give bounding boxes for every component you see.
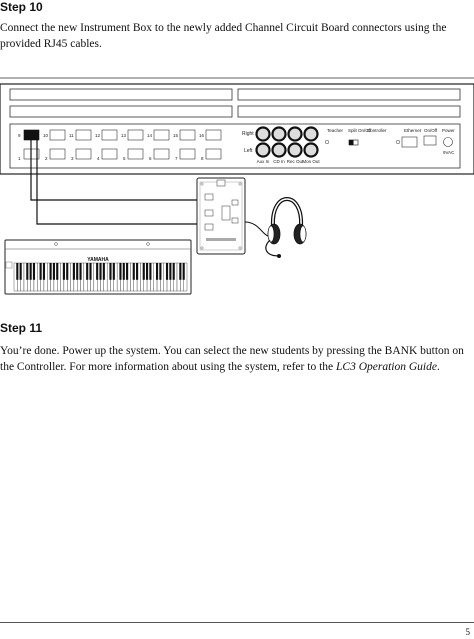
black-key bbox=[73, 263, 75, 280]
channel-9-connector-filled bbox=[24, 130, 39, 140]
controller-label: Controller bbox=[367, 128, 387, 133]
led-icon bbox=[396, 140, 400, 144]
channel-label: 9 bbox=[18, 133, 21, 138]
black-key bbox=[183, 263, 185, 280]
black-key bbox=[169, 263, 171, 280]
channel-label: 12 bbox=[95, 133, 101, 138]
channel-2-connector bbox=[50, 149, 65, 159]
channel-label: 6 bbox=[149, 156, 152, 161]
channel-12-connector bbox=[102, 130, 117, 140]
blank-panel-3 bbox=[10, 106, 232, 117]
channel-label: 7 bbox=[175, 156, 178, 161]
black-key bbox=[16, 263, 18, 280]
split-switch bbox=[349, 140, 358, 145]
connection-diagram bbox=[0, 72, 474, 302]
keyboard-brand: YAMAHA bbox=[87, 257, 109, 263]
black-key bbox=[149, 263, 151, 280]
black-key bbox=[103, 263, 105, 280]
black-key bbox=[173, 263, 175, 280]
step-11-text: You’re done. Power up the system. You can select the new students by pressing the BANK button on the Controller. For more information about using the system, refer to the LC3 Operation Guide. bbox=[0, 345, 464, 373]
channel-10-connector bbox=[50, 130, 65, 140]
jack-icon bbox=[273, 128, 286, 141]
black-key bbox=[40, 263, 42, 280]
channel-15-connector bbox=[180, 130, 195, 140]
black-key bbox=[126, 263, 128, 280]
channel-3-connector bbox=[76, 149, 91, 159]
step-10-text: Connect the new Instrument Box to the newly added Channel Circuit Board connectors using the provided RJ45 cables. bbox=[0, 22, 447, 50]
black-key bbox=[143, 263, 145, 280]
onoff-label: On/Off bbox=[424, 128, 438, 133]
jack-icon bbox=[305, 144, 318, 157]
black-key bbox=[136, 263, 138, 280]
jack-icon bbox=[289, 128, 302, 141]
jack-icon bbox=[273, 144, 286, 157]
page-number: 5 bbox=[465, 627, 470, 637]
blank-panel-4 bbox=[238, 106, 460, 117]
black-key bbox=[96, 263, 98, 280]
black-key bbox=[109, 263, 111, 280]
instrument-box bbox=[197, 178, 245, 254]
keyboard bbox=[5, 240, 191, 294]
jack-label: Rec Out bbox=[286, 159, 304, 164]
headset-icon bbox=[266, 199, 306, 258]
footer-rule bbox=[0, 622, 474, 623]
channel-label: 3 bbox=[71, 156, 74, 161]
voltage-label: 9VAC bbox=[443, 150, 455, 155]
black-key bbox=[79, 263, 81, 280]
channel-label: 13 bbox=[121, 133, 127, 138]
black-key bbox=[56, 263, 58, 280]
channel-4-connector bbox=[102, 149, 117, 159]
jack-icon bbox=[257, 144, 270, 157]
black-key bbox=[99, 263, 101, 280]
power-label: Power bbox=[442, 128, 455, 133]
instrument-box-body bbox=[197, 178, 245, 254]
black-key bbox=[159, 263, 161, 280]
channel-label: 4 bbox=[97, 156, 100, 161]
jack-label: Aux In bbox=[256, 159, 270, 164]
channel-label: 5 bbox=[123, 156, 126, 161]
black-key bbox=[43, 263, 45, 280]
guide-title: LC3 Operation Guide bbox=[336, 361, 437, 373]
black-key bbox=[30, 263, 32, 280]
blank-panel-2 bbox=[238, 89, 460, 100]
power-jack-icon bbox=[444, 138, 453, 147]
black-key bbox=[146, 263, 148, 280]
black-key bbox=[123, 263, 125, 280]
jack-label: CD In bbox=[273, 159, 285, 164]
channel-6-connector bbox=[154, 149, 169, 159]
channel-label: 10 bbox=[43, 133, 49, 138]
channel-label: 11 bbox=[69, 133, 74, 138]
blank-panel-1 bbox=[10, 89, 232, 100]
channel-label: 14 bbox=[147, 133, 153, 138]
channel-14-connector bbox=[154, 130, 169, 140]
black-key bbox=[76, 263, 78, 280]
ethernet-port bbox=[402, 137, 417, 147]
channel-13-connector bbox=[128, 130, 143, 140]
channel-label: 2 bbox=[45, 156, 48, 161]
channel-7-connector bbox=[180, 149, 195, 159]
channel-11-connector bbox=[76, 130, 91, 140]
channel-label: 8 bbox=[201, 156, 204, 161]
black-key bbox=[26, 263, 28, 280]
black-key bbox=[63, 263, 65, 280]
channel-label: 16 bbox=[199, 133, 205, 138]
black-key bbox=[20, 263, 22, 280]
led-icon bbox=[325, 140, 329, 144]
jack-icon bbox=[289, 144, 302, 157]
jack-label: Mon Out bbox=[302, 159, 320, 164]
channel-label: 15 bbox=[173, 133, 179, 138]
black-key bbox=[86, 263, 88, 280]
black-key bbox=[113, 263, 115, 280]
jack-icon bbox=[257, 128, 270, 141]
black-key bbox=[166, 263, 168, 280]
jack-icon bbox=[305, 128, 318, 141]
left-label: Left bbox=[244, 148, 253, 154]
black-key bbox=[179, 263, 181, 280]
black-key bbox=[119, 263, 121, 280]
channel-label: 1 bbox=[18, 156, 21, 161]
headset-cable bbox=[245, 222, 268, 236]
black-key bbox=[66, 263, 68, 280]
channel-16-connector bbox=[206, 130, 221, 140]
channel-8-connector bbox=[206, 149, 221, 159]
black-key bbox=[156, 263, 158, 280]
black-key bbox=[89, 263, 91, 280]
channel-5-connector bbox=[128, 149, 143, 159]
black-key bbox=[53, 263, 55, 280]
keyboard-keys bbox=[14, 263, 187, 291]
black-key bbox=[50, 263, 52, 280]
teacher-label: Teacher bbox=[327, 128, 344, 133]
black-key bbox=[33, 263, 35, 280]
step-10-heading: Step 10 bbox=[0, 0, 43, 14]
black-key bbox=[133, 263, 135, 280]
step-11-heading: Step 11 bbox=[0, 321, 43, 335]
ethernet-label: Ethernet bbox=[404, 128, 422, 133]
split-label: Split On/Off bbox=[348, 128, 372, 133]
power-switch bbox=[424, 136, 436, 145]
right-label: Right bbox=[242, 131, 254, 137]
